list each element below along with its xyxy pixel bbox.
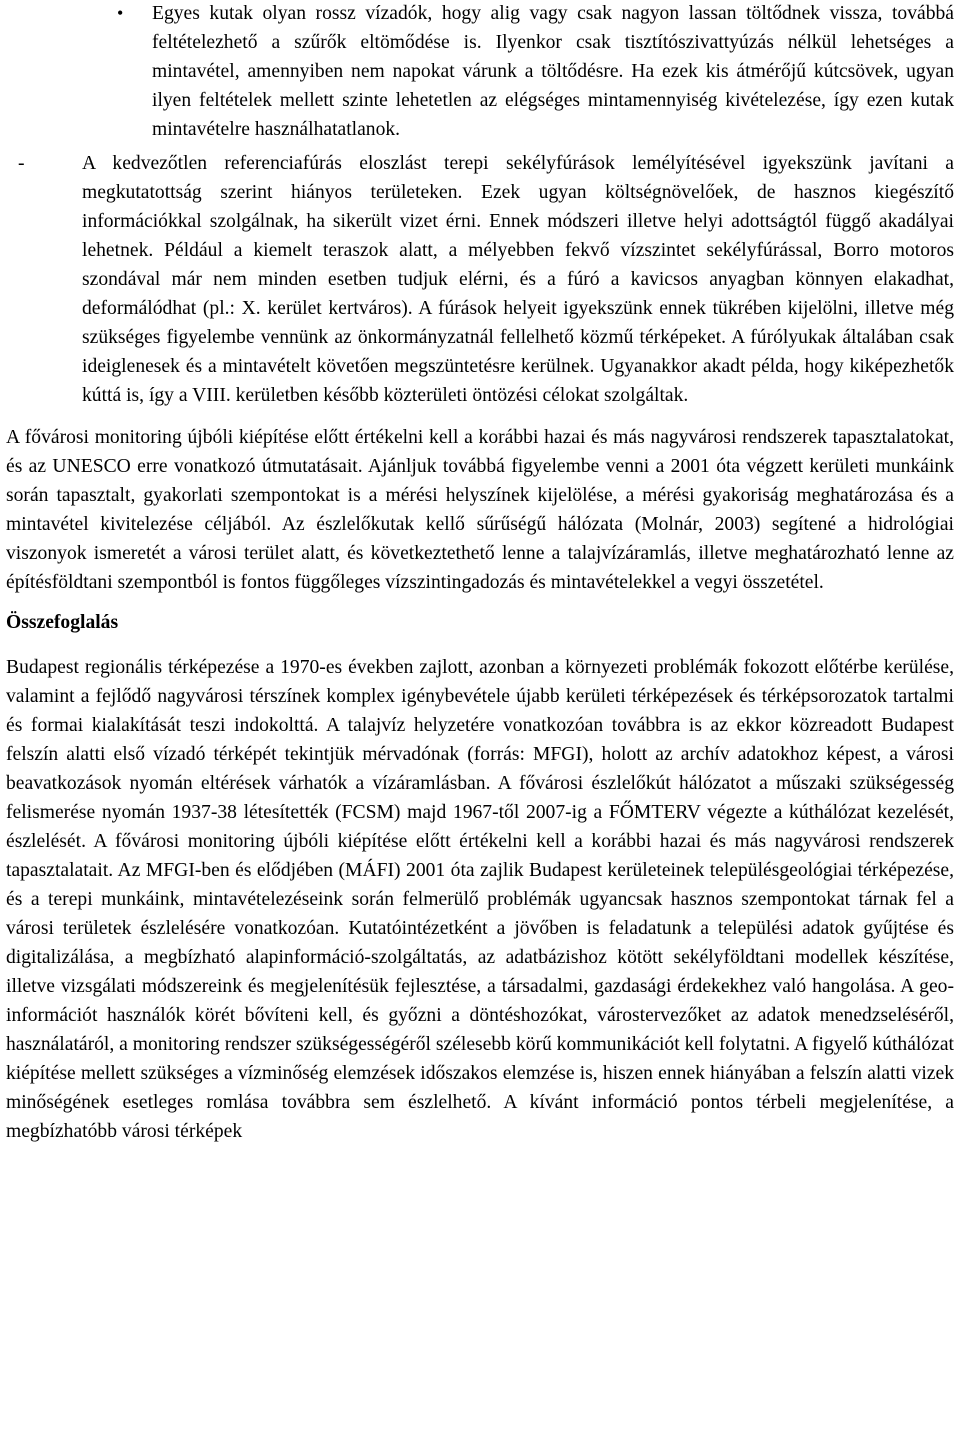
summary-paragraph: Budapest regionális térképezése a 1970-es években zajlott, azonban a környezeti problémák fokozott előtérbe kerülése, valamint a fejlődő nagyvárosi térszínek komplex igénybevétele újabb kerületi térképezések és térképsorozatok tartalmi és formai kialakítását teszi indokolttá. A talajvíz helyzetére vonatkozóan továbbra is az ekkor közreadott Budapest felszín alatti első vízadó térképét tekintjük mérvadónak (forrás: MFGI), holott az archív adatokhoz képest, a városi beavatkozások nyomán eltérések várhatók a vízáramlásban. A fővárosi észlelőkút hálózatot a műszaki szükségesség felismerése nyomán 1937-38 létesítették (FCSM) majd 1967-től 2007-ig a FŐMTERV végezte a kúthálózat kezelését, észlelését. A fővárosi monitoring újbóli kiépítése előtt értékelni kell a korábbi hazai és más nagyvárosi rendszerek tapasztalatait. Az MFGI-ben és elődjében (MÁFI) 2001 óta zajlik Budapest kerületeinek településgeológiai térképezése, és a terepi munkáink, mintavételezéseink során felmerülő problémák ugyancsak hasznos szempontokat tárnak fel a városi területek észlelésére vonatkozóan. Kutatóintézetként a jövőben is feladatunk a települési adatok gyűjtése és digitalizálása, a megbízható alapinformáció-szolgáltatás, az adatbázishoz kötött sekélyföldtani modellek készítése, illetve vizsgálati módszereink és megjelenítésük fejlesztése, a társadalmi, gazdasági érdekekhez való hangolása. A geo-információt használók körét bővíteni kell, és győzni a döntéshozókat, várostervezőket az adatok menedzseléséről, használatáról, a monitoring rendszer szükségességéről szélesebb körű kommunikációt kell folytatni. A figyelő kúthálózat kiépítése mellett szükséges a vízminőség elemzések időszakos elemzése is, hiszen ennek hiányában a felszín alatti vizek minőségének esetleges romlása továbbra sem észlelhető. A kívánt információ pontos térbeli megjelenítése, a megbízhatóbb városi térképek xyxy=(6,657,954,1142)
bullet-marker: • xyxy=(117,3,124,23)
monitoring-paragraph: A fővárosi monitoring újbóli kiépítése előtt értékelni kell a korábbi hazai és más nagyvárosi rendszerek tapasztalatokat, és az UNESCO erre vonatkozó útmutatásait. Ajánljuk továbbá figyelembe venni a 2001 óta végzett kerületi munkáink során tapasztalt, gyakorlati szempontokat is a mérési helyszínek kijelölése, a mérési gyakoriság meghatározása és a mintavétel kivitelezése céljából. Az észlelőkutak kellő sűrűségű hálózata (Molnár, 2003) segítené a hidrológiai viszonyok ismeretét a városi terület alatt, és következtethető lenne a talajvízáramlás, illetve meghatározható lenne az építésföldtani szempontból is fontos függőleges vízszintingadozás és mintavételekkel a vegyi összetétel. xyxy=(6,427,954,593)
bullet-list-item xyxy=(6,0,954,144)
dash-item-text: A kedvezőtlen referenciafúrás eloszlást terepi sekélyfúrások lemélyítésével igyekszünk javítani a megkutatottság szerint hiányos területeken. Ezek ugyan költségnövelőek, de hasznos kiegészítő információkkal szolgálnak, ha sikerült vizet érni. Ennek módszeri illetve helyi adottságtól függő akadályai lehetnek. Például a kiemelt teraszok alatt, a mélyebben fekvő vízszintet sekélyfúrással, Borro motoros szondával már nem minden esetben tudjuk elérni, és a fúró a kavicsos anyagban könnyen elakadhat, deformálódhat (pl.: X. kerület kertváros). A fúrások helyeit igyekszünk ennek tükrében kijelölni, illetve még szükséges figyelembe vennünk az önkormányzatnál fellelhető közmű térképeket. A fúrólyukak általában csak ideiglenesek és a mintavételt követően megszüntetésre kerülnek. Ugyanakkor akadt példa, hogy kiképezhetők kúttá is, így a VIII. kerületben később közterületi öntözési célokat szolgáltak. xyxy=(82,153,954,406)
bullet-text: Egyes kutak olyan rossz vízadók, hogy alig vagy csak nagyon lassan töltődnek vissza, továbbá feltételezhető a szűrők eltömődése is. Ilyenkor csak tisztítószivattyúzás nélkül lehetséges a mintavétel, amennyiben nem napokat várunk a töltődésre. Ha ezek kis átmérőjű kútcsövek, ugyan ilyen feltételek mellett szinte lehetetlen az elégséges mintamennyiség kivételezése, így ezen kutak mintavételre használhatatlanok. xyxy=(152,3,954,140)
dash-list-item xyxy=(6,149,954,410)
section-heading: Összefoglalás xyxy=(6,612,119,633)
document-page xyxy=(6,0,954,1146)
dash-marker: - xyxy=(18,153,25,174)
